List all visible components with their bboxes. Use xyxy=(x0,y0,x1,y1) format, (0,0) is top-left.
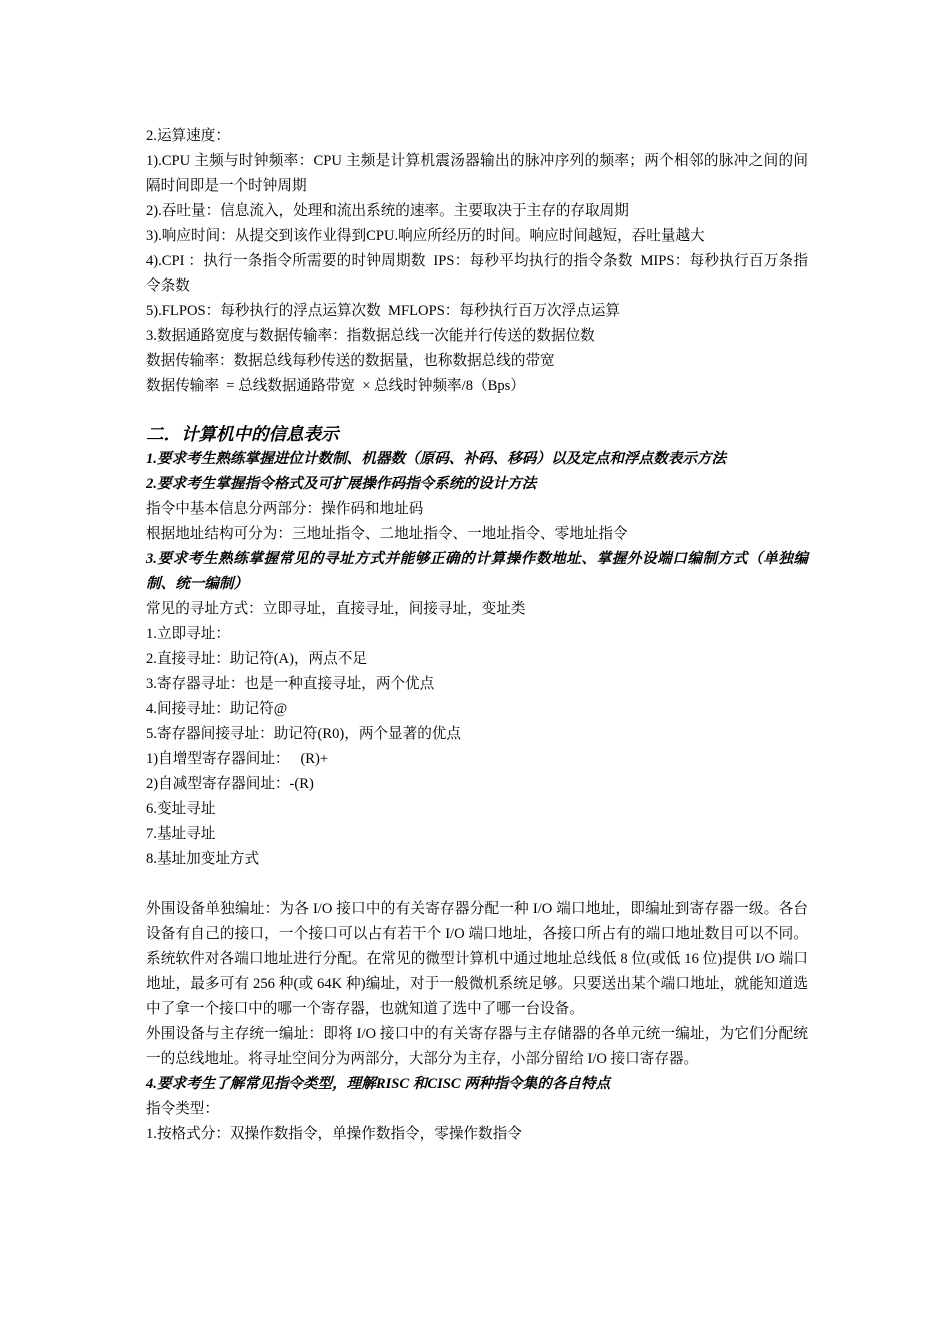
para-transfer-formula: 数据传输率 = 总线数据通路带宽 × 总线时钟频率/8（Bps） xyxy=(146,378,525,394)
para-response-time: 3).响应时间：从提交到该作业得到CPU.响应所经历的时间。响应时间越短，吞吐量越大 xyxy=(146,228,705,244)
para-cpi: 4).CPI ：执行一条指令所需要的时钟周期数 IPS：每秒平均执行的指令条数 MIPS：每秒执行百万条指令条数 xyxy=(146,253,808,294)
list-item-indexed: 6.变址寻址 xyxy=(146,801,216,817)
section-spacer xyxy=(146,399,808,421)
list-item-autodecrement: 2)自减型寄存器间址：-(R) xyxy=(146,776,314,792)
section-heading: 二．计算机中的信息表示 xyxy=(146,424,339,444)
para-address-structure: 根据地址结构可分为：三地址指令、二地址指令、一地址指令、零地址指令 xyxy=(146,526,628,542)
para-addressing-modes: 常见的寻址方式：立即寻址，直接寻址，间接寻址，变址类 xyxy=(146,601,526,617)
requirement-4: 4.要求考生了解常见指令类型，理解RISC 和CISC 两种指令集的各自特点 xyxy=(146,1076,611,1092)
para-cpu-frequency: 1).CPU 主频与时钟频率：CPU 主频是计算机震汤器输出的脉冲序列的频率；两个相邻的脉冲之间的间隔时间即是一个时钟周期 xyxy=(146,153,808,194)
blank-line xyxy=(146,872,808,897)
requirement-3: 3.要求考生熟练掌握常见的寻址方式并能够正确的计算操作数地址、掌握外设端口编制方式（单独编制、统一编制） xyxy=(146,551,808,592)
requirement-1: 1.要求考生熟练掌握进位计数制、机器数（原码、补码、移码）以及定点和浮点数表示方法 xyxy=(146,451,727,467)
requirement-2: 2.要求考生掌握指令格式及可扩展操作码指令系统的设计方法 xyxy=(146,476,537,492)
list-item-base-indexed: 8.基址加变址方式 xyxy=(146,851,260,867)
list-item-indirect: 4.间接寻址：助记符@ xyxy=(146,701,288,717)
para-instruction-info: 指令中基本信息分两部分：操作码和地址码 xyxy=(146,501,424,517)
para-memory-mapped-io: 外围设备与主存统一编址：即将 I/O 接口中的有关寄存器与主存储器的各单元统一编址，为它们分配统一的总线地址。将寻址空间分为两部分，大部分为主存，小部分留给 I/O 接口寄存器。 xyxy=(146,1026,808,1067)
para-isolated-io: 外围设备单独编址：为各 I/O 接口中的有关寄存器分配一种 I/O 端口地址，即编址到寄存器一级。各台设备有自己的接口，一个接口可以占有若干个 I/O 端口地址，各接口所占有的端口地址数目可以不同。系统软件对各端口地址进行分配。在常见的微型计算机中通过地址总线低 8 位(或低 16 位)提供 I/O 端口地址，最多可有 256 种(或 64K 种)编址，对于一般微机系统足够。只要送出某个端口地址，就能知道选中了拿一个接口中的哪一个寄存器，也就知道了选中了哪一台设备。 xyxy=(146,901,808,1017)
list-item-base: 7.基址寻址 xyxy=(146,826,216,842)
list-item-register: 3.寄存器寻址：也是一种直接寻址，两个优点 xyxy=(146,676,435,692)
para-speed: 2.运算速度： xyxy=(146,128,230,144)
list-item-register-indirect: 5.寄存器间接寻址：助记符(R0)，两个显著的优点 xyxy=(146,726,461,742)
para-flops: 5).FLPOS：每秒执行的浮点运算次数 MFLOPS：每秒执行百万次浮点运算 xyxy=(146,303,620,319)
list-item-direct: 2.直接寻址：助记符(A)，两点不足 xyxy=(146,651,367,667)
list-item-immediate: 1.立即寻址： xyxy=(146,626,230,642)
para-instruction-types: 指令类型： xyxy=(146,1101,219,1117)
list-item-autoincrement: 1)自增型寄存器间址： (R)+ xyxy=(146,751,329,767)
para-throughput: 2).吞吐量：信息流入，处理和流出系统的速率。主要取决于主存的存取周期 xyxy=(146,203,629,219)
para-bus-width: 3.数据通路宽度与数据传输率：指数据总线一次能并行传送的数据位数 xyxy=(146,328,595,344)
document-page xyxy=(146,124,808,1147)
list-item-by-format: 1.按格式分：双操作数指令，单操作数指令，零操作数指令 xyxy=(146,1126,522,1142)
para-transfer-rate: 数据传输率：数据总线每秒传送的数据量，也称数据总线的带宽 xyxy=(146,353,555,369)
